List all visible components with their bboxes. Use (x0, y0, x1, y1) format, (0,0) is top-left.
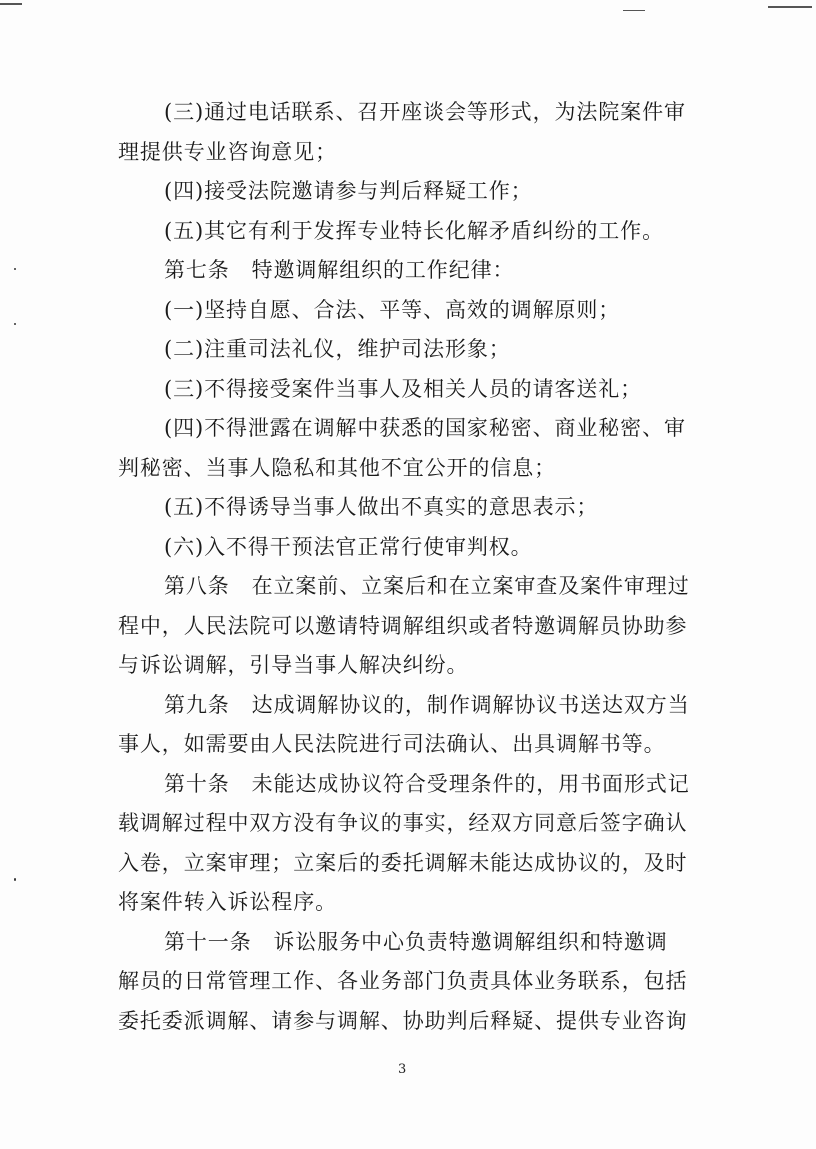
article-heading: 第九条 达成调解协议的，制作调解协议书送达双方当 (164, 692, 690, 717)
text-line: 委托委派调解、请参与调解、协助判后释疑、提供专业咨询 (118, 1008, 688, 1033)
text-line: 与诉讼调解，引导当事人解决纠纷。 (118, 653, 469, 677)
text-line: 事人，如需要由人民法院进行司法确认、出具调解书等。 (118, 732, 666, 756)
text-line: 入卷，立案审理；立案后的委托调解未能达成协议的，及时 (118, 850, 688, 875)
scan-mark-top-left (0, 3, 22, 5)
text-line: 判秘密、当事人隐私和其他不宜公开的信息； (118, 455, 556, 480)
text-line: (四)接受法院邀请参与判后释疑工作； (164, 179, 533, 203)
text-line: 理提供专业咨询意见； (118, 139, 337, 164)
article-heading: 第八条 在立案前、立案后和在立案审查及案件审理过 (164, 574, 690, 598)
article-heading: 第十一条 诉讼服务中心负责特邀调解组织和特邀调 (164, 929, 668, 954)
text-line: (二)注重司法礼仪，维护司法形象； (164, 337, 511, 361)
document-body (118, 101, 703, 1049)
article-heading: 第七条 特邀调解组织的工作纪律： (164, 258, 515, 282)
text-line: 载调解过程中双方没有争议的事实，经双方同意后签字确认 (118, 811, 688, 835)
text-line: (三)不得接受案件当事人及相关人员的请客送礼； (164, 376, 643, 401)
text-line: (四)不得泄露在调解中获悉的国家秘密、商业秘密、审 (164, 416, 686, 440)
text-line: 解员的日常管理工作、各业务部门负责具体业务联系，包括 (118, 969, 688, 993)
text-line: 程中，人民法院可以邀请特调解组织或者特邀调解员协助参 (118, 613, 688, 638)
text-line: (三)通过电话联系、召开座谈会等形式，为法院案件审 (164, 100, 686, 124)
scan-mark-top-right (768, 6, 812, 8)
text-line: (五)不得诱导当事人做出不真实的意思表示； (164, 495, 599, 519)
scan-mark-top-mid (623, 10, 645, 11)
text-line: 将案件转入诉讼程序。 (118, 890, 337, 914)
scan-speck (14, 268, 16, 270)
text-line: (六)入不得干预法官正常行使审判权。 (164, 534, 533, 559)
article-heading: 第十条 未能达成协议符合受理条件的，用书面形式记 (164, 771, 690, 796)
scan-speck (14, 323, 16, 325)
text-line: (一)坚持自愿、合法、平等、高效的调解原则； (164, 297, 621, 322)
text-line: (五)其它有利于发挥专业特长化解矛盾纠纷的工作。 (164, 218, 664, 243)
page-number: 3 (398, 1062, 407, 1077)
scan-speck (14, 878, 16, 881)
